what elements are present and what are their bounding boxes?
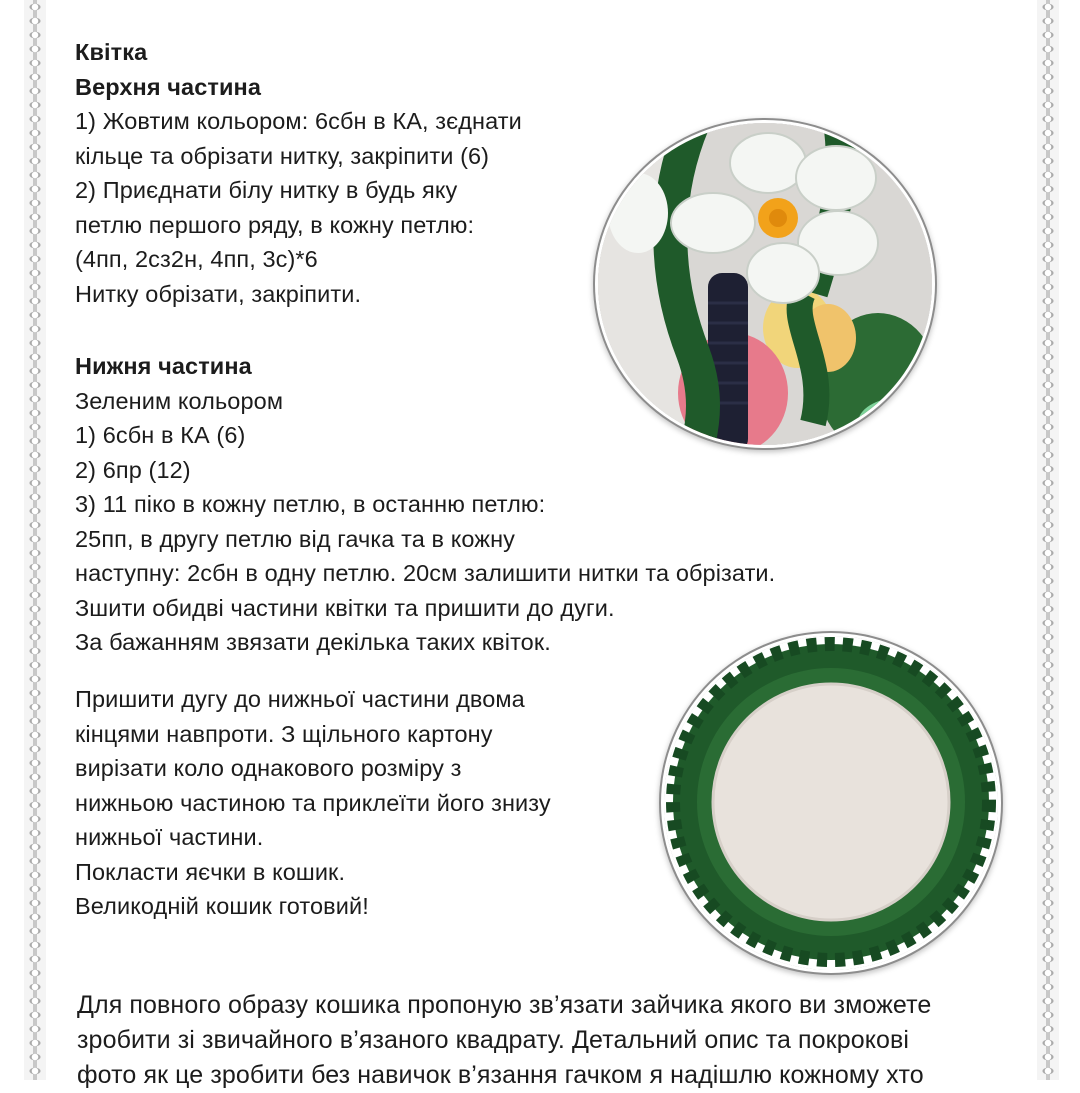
decorative-border-left <box>24 0 46 1080</box>
section-subtitle: Нижня частина <box>75 353 252 379</box>
footer-line: зробити зі звичайного в’язаного квадрату. Детальний опис та покрокові <box>77 1026 910 1054</box>
basket-base-photo <box>664 636 998 970</box>
assembly-section <box>75 682 551 924</box>
flower-photo <box>598 123 932 445</box>
instruction-line: Нитку обрізати, закріпити. <box>75 280 362 307</box>
instruction-line: 3) 11 піко в кожну петлю, в останню петлю: <box>75 491 546 517</box>
instruction-line: 1) Жовтим кольором: 6сбн в КА, зєднати <box>75 108 522 134</box>
footer-line: фото як це зробити без навичок в’язання гачком я надішлю кожному хто <box>77 1061 924 1089</box>
instruction-line: Зеленим кольором <box>75 387 284 414</box>
instruction-line: наступну: 2сбн в одну петлю. 20см залишити нитки та обрізати. <box>75 560 776 586</box>
instruction-line: 2) 6пр (12) <box>75 456 191 483</box>
instruction-line: Покласти яєчки в кошик. <box>75 858 346 885</box>
instruction-line: нижньою частиною та приклеїти його знизу <box>75 789 551 816</box>
footer-line: Для повного образу кошика пропоную зв’язати зайчика якого ви зможете <box>77 991 932 1019</box>
instruction-line: 1) 6сбн в КА (6) <box>75 422 246 448</box>
instruction-line: 25пп, в другу петлю від гачка та в кожну <box>75 525 516 552</box>
decorative-border-right <box>1037 0 1059 1080</box>
flower-top-section <box>75 35 522 311</box>
instruction-line: Великодній кошик готовий! <box>75 893 369 919</box>
instruction-line: вирізати коло однакового розміру з <box>75 755 462 781</box>
instruction-line: нижньої частини. <box>75 824 264 850</box>
instruction-line: 2) Приєднати білу нитку в будь яку <box>75 177 458 203</box>
instruction-line: Зшити обидві частини квітки та пришити до дуги. <box>75 594 615 621</box>
instruction-line: петлю першого ряду, в кожну петлю: <box>75 211 475 238</box>
flower-photo-illustration <box>598 123 932 445</box>
instruction-line: (4пп, 2сз2н, 4пп, 3с)*6 <box>75 246 318 272</box>
instruction-line: Пришити дугу до нижньої частини двома <box>75 686 525 712</box>
instruction-line: кінцями навпроти. З щільного картону <box>75 720 493 747</box>
basket-base-illustration <box>664 636 998 970</box>
section-title: Квітка <box>75 39 148 65</box>
instruction-line: кільце та обрізати нитку, закріпити (6) <box>75 142 490 169</box>
section-subtitle: Верхня частина <box>75 73 261 100</box>
footer-paragraph <box>77 988 931 1093</box>
instruction-line: За бажанням звязати декілька таких квіток. <box>75 629 551 655</box>
